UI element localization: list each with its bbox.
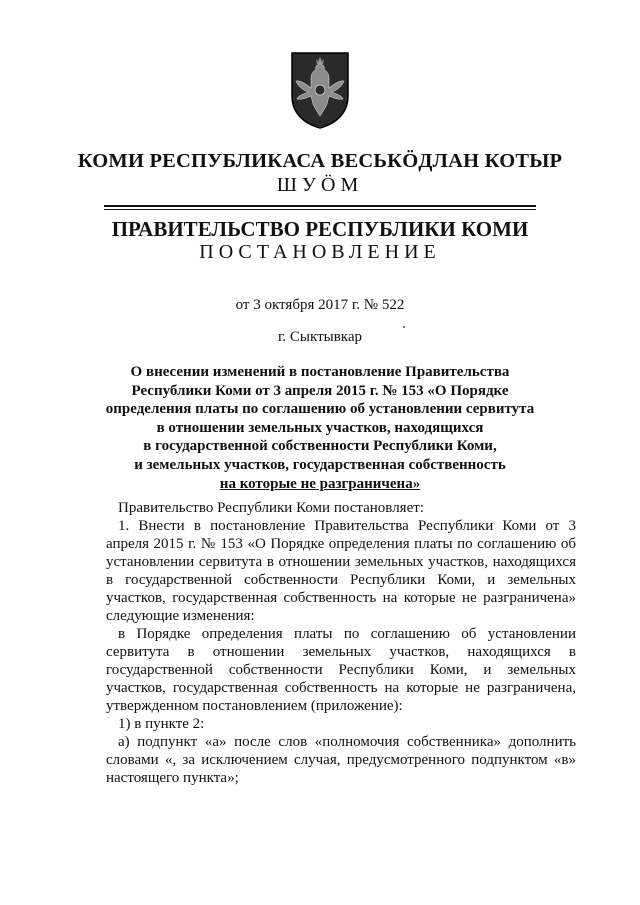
body-paragraph-item-1: 1. Внести в постановление Правительства Республики Коми от 3 апреля 2015 г. № 153 «О Порядке определения платы по соглашению об установлении сервитута в отношении земельных участков, находящихся в государственной собственности Республики Коми, и земельных участков, государственная собственность на которые не разграничена» следующие изменения: bbox=[106, 518, 576, 624]
decree-body bbox=[106, 499, 576, 787]
header-divider-thick bbox=[104, 205, 536, 207]
government-title: ПРАВИТЕЛЬСТВО РЕСПУБЛИКИ КОМИ bbox=[111, 217, 529, 241]
decree-title-line: в государственной собственности Республики Коми, bbox=[143, 438, 497, 455]
decree-city: г. Сыктывкар bbox=[277, 329, 363, 345]
body-paragraph-preamble: Правительство Республики Коми постановляет: bbox=[118, 500, 424, 516]
decree-title-line: в отношении земельных участков, находящихся bbox=[156, 419, 484, 436]
body-paragraph-point-2: 1) в пункте 2: bbox=[118, 716, 205, 732]
decree-title-line-underlined: на которые не разграничена» bbox=[219, 475, 421, 492]
decree-title bbox=[0, 363, 640, 493]
decree-title-line: определения платы по соглашению об установлении сервитута bbox=[105, 401, 535, 418]
komi-coat-of-arms-emblem bbox=[289, 50, 351, 130]
body-paragraph-procedure: в Порядке определения платы по соглашению об установлении сервитута в отношении земельных участков, находящихся в государственной собственности Республики Коми, и земельных участков, государственная собственность на которые не разграничена, утвержденном постановлением (приложение): bbox=[106, 626, 576, 714]
decree-title-line: Республики Коми от 3 апреля 2015 г. № 153 «О Порядке bbox=[131, 382, 509, 399]
decree-title-line: О внесении изменений в постановление Правительства bbox=[130, 364, 510, 380]
decree-date-number: от 3 октября 2017 г. № 522 bbox=[235, 297, 405, 313]
header-divider-thin bbox=[104, 209, 536, 210]
komi-decree-label: ШУӦМ bbox=[276, 174, 364, 196]
decree-label: ПОСТАНОВЛЕНИЕ bbox=[199, 241, 441, 263]
body-paragraph-subpoint-a: а) подпункт «а» после слов «полномочия собственника» дополнить словами «, за исключением случая, предусмотренного подпунктом «в» настоящего пункта»; bbox=[106, 734, 576, 786]
scan-speck bbox=[403, 326, 405, 328]
decree-title-line: и земельных участков, государственная собственность bbox=[134, 456, 506, 473]
komi-government-title: КОМИ РЕСПУБЛИКАСА ВЕСЬКӦДЛАН КОТЫР bbox=[77, 150, 563, 172]
